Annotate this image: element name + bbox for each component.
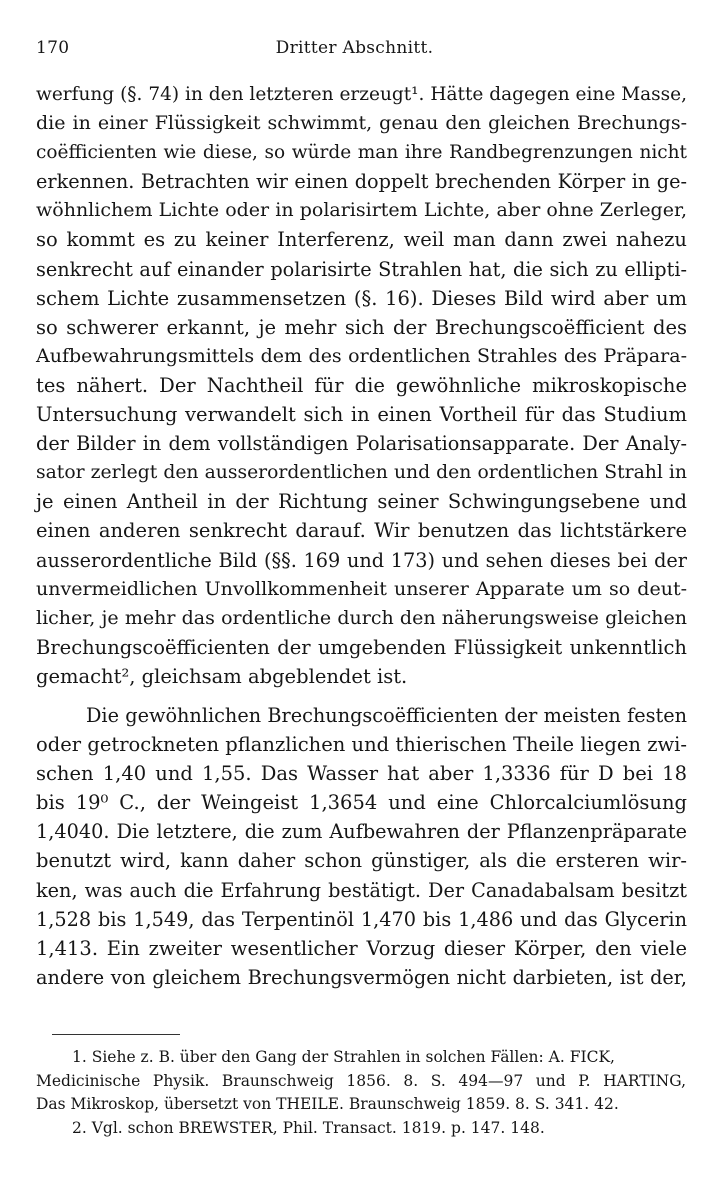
footnote-1-continuation: Das Mikroskop, übersetzt von THEILE. Braunschweig 1859. 8. S. 341. 42.: [36, 1095, 619, 1114]
text-line: 1,4040. Die letztere, die zum Aufbewahren der Pflanzenpräparate: [36, 820, 687, 844]
text-line: ausserordentliche Bild (§§. 169 und 173) und sehen dieses bei der: [36, 548, 687, 572]
footnote-separator: [52, 1034, 180, 1035]
text-line: licher, je mehr das ordentliche durch den näherungsweise gleichen: [36, 606, 687, 629]
text-line: so schwerer erkannt, je mehr sich der Brechungscoëfficient des: [36, 315, 687, 339]
footnote-1-continuation: Medicinische Physik. Braunschweig 1856. 8. S. 494—97 und P. HARTING,: [36, 1071, 686, 1090]
text-line: oder getrockneten pflanzlichen und thierischen Theile liegen zwi-: [36, 733, 687, 757]
text-line: 1,413. Ein zweiter wesentlicher Vorzug dieser Körper, den viele: [36, 936, 687, 960]
text-line: gemacht², gleichsam abgeblendet ist.: [36, 664, 408, 688]
text-line: der Bilder in dem vollständigen Polarisationsapparate. Der Analy-: [36, 432, 687, 456]
footnote-2: 2. Vgl. schon BREWSTER, Phil. Transact. 1819. p. 147. 148.: [72, 1118, 545, 1137]
text-line: Brechungscoëfficienten der umgebenden Flüssigkeit unkenntlich: [36, 635, 687, 659]
text-line: schem Lichte zusammensetzen (§. 16). Dieses Bild wird aber um: [36, 286, 687, 310]
text-line: die in einer Flüssigkeit schwimmt, genau den gleichen Brechungs-: [36, 112, 687, 135]
footnotes: [36, 1046, 686, 1140]
text-line: ken, was auch die Erfahrung bestätigt. Der Canadabalsam besitzt: [36, 878, 687, 902]
running-head: Dritter Abschnitt.: [275, 38, 434, 58]
text-line: schen 1,40 und 1,55. Das Wasser hat aber 1,3336 für D bei 18: [36, 762, 687, 786]
paragraph-2: [36, 701, 687, 992]
page-header: [36, 38, 673, 66]
text-line: Aufbewahrungsmittels dem des ordentlichen Strahles des Präpara-: [36, 344, 687, 367]
text-line: so kommt es zu keiner Interferenz, weil man dann zwei nahezu: [36, 228, 687, 252]
text-line: je einen Antheil in der Richtung seiner Schwingungsebene und: [36, 490, 687, 514]
text-line: wöhnlichem Lichte oder in polarisirtem Lichte, aber ohne Zerleger,: [36, 199, 687, 222]
text-line: Untersuchung verwandelt sich in einen Vortheil für das Studium: [36, 403, 687, 427]
main-text: [36, 80, 687, 992]
text-line: andere von gleichem Brechungsvermögen nicht darbieten, ist der,: [36, 965, 687, 989]
text-line: einen anderen senkrecht darauf. Wir benutzen das lichtstärkere: [36, 519, 687, 543]
text-line: sator zerlegt den ausserordentlichen und den ordentlichen Strahl in: [36, 462, 687, 484]
text-line: werfung (§. 74) in den letzteren erzeugt¹. Hätte dagegen eine Masse,: [36, 84, 687, 105]
text-line: tes nähert. Der Nachtheil für die gewöhnliche mikroskopische: [36, 373, 687, 397]
text-line: bis 19⁰ C., der Weingeist 1,3654 und eine Chlorcalciumlösung: [36, 791, 687, 815]
text-line: benutzt wird, kann daher schon günstiger, als die ersteren wir-: [36, 849, 687, 873]
paragraph-1: [36, 80, 687, 691]
text-line: Die gewöhnlichen Brechungscoëfficienten der meisten festen: [86, 703, 687, 727]
text-line: coëfficienten wie diese, so würde man ihre Randbegrenzungen nicht: [36, 142, 687, 164]
text-line: senkrecht auf einander polarisirte Strahlen hat, die sich zu ellipti-: [36, 257, 687, 281]
text-line: 1,528 bis 1,549, das Terpentinöl 1,470 bis 1,486 und das Glycerin: [36, 907, 687, 931]
text-line: unvermeidlichen Unvollkommenheit unserer Apparate um so deut-: [36, 577, 687, 600]
text-line: erkennen. Betrachten wir einen doppelt brechenden Körper in ge-: [36, 170, 687, 194]
footnote-1: 1. Siehe z. B. über den Gang der Strahlen in solchen Fällen: A. FICK,: [72, 1048, 615, 1066]
page-number: 170: [36, 38, 70, 58]
